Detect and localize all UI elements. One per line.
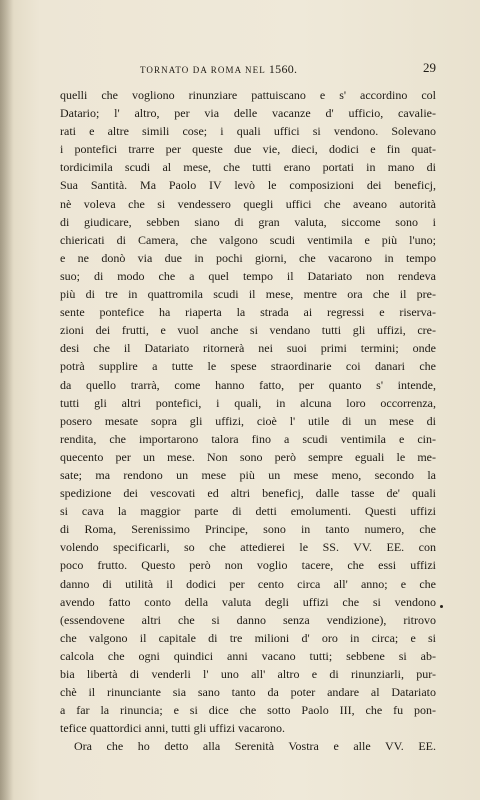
text-line-25: di Roma, Serenissimo Principe, sono in tanto numero, che (60, 522, 436, 537)
text-line-17: da quello trarrà, come hanno fatto, per quanto s' intende, (60, 377, 436, 392)
running-title (140, 62, 297, 77)
text-line-3: rati e altre simili cose; i quali uffici si vendono. Solevano (60, 124, 436, 139)
text-line-9: chiericati di Camera, che valgono scudi ventimila e più l'uno; (60, 232, 436, 247)
running-year: 1560. (268, 62, 298, 76)
text-line-37: Ora che ho detto alla Serenità Vostra e alle VV. EE. (74, 739, 436, 754)
text-line-4: i pontefici trarre per queste due vie, dieci, dodici e fin quat- (60, 142, 436, 157)
text-line-29: avendo fatto conto della valuta degli uffizi che si vendono (60, 594, 436, 609)
text-line-34: chè il rinunciante sia sano tanto da poter andare al Datariato (60, 685, 436, 700)
text-line-5: tordicimila scudi al mese, che tutti erano portati in mano di (60, 160, 436, 175)
running-head (60, 60, 436, 76)
body-text (60, 86, 436, 755)
margin-dot (440, 605, 443, 608)
text-line-7: nè voleva che si vendessero quegli uffici che aveano autorità (60, 196, 436, 211)
text-line-22: sate; ma rendono un mese più un mese meno, secondo la (60, 467, 436, 482)
text-line-1: quelli che vogliono rinunziare pattuiscano e s' accordino col (60, 88, 436, 102)
text-line-26: volendo specificarli, so che attedierei le SS. VV. EE. con (60, 540, 436, 555)
text-line-10: e ne donò via due in pochi giorni, che vacarono in tempo (60, 250, 436, 265)
page-number: 29 (423, 60, 436, 75)
text-line-23: spedizione dei vescovati ed altri beneficj, dalle tasse de' quali (60, 486, 436, 501)
text-line-27: poco frutto. Questo però non voglio tacere, che essi uffizi (60, 558, 436, 573)
text-line-32: calcola che ogni quindici anni vacano tutti; sebbene si ab- (60, 648, 436, 663)
text-line-20: rendita, che importarono talora fino a scudi ventimila e cin- (60, 431, 436, 446)
text-line-15: desi che il Datariato ritornerà nei suoi primi termini; onde (60, 341, 436, 356)
text-line-36: tefice quattordici anni, tutti gli uffizi vacarono. (60, 721, 286, 736)
text-line-33: bia libertà di venderli l' uno all' altro e di rinunziarli, pur- (60, 667, 436, 681)
text-line-30: (essendovene altri che si danno senza vendizione), ritrovo (60, 612, 436, 627)
text-line-24: si cava la maggior parte di detti emolumenti. Questi uffizi (60, 504, 436, 519)
text-line-18: tutti gli altri pontefici, i quali, in alcuna loro occorrenza, (60, 395, 436, 410)
gutter-shadow (0, 0, 14, 800)
text-line-19: posero mesate sopra gli uffizi, cioè l' utile di un mese di (60, 413, 436, 428)
text-line-14: zioni dei frutti, e vuol anche si vendano tutti gli uffizi, cre- (60, 323, 436, 338)
text-line-35: a far la rinuncia; e si dice che sotto Paolo III, che fu pon- (60, 703, 436, 718)
text-line-11: suo; di modo che a quel tempo il Datariato non rendeva (60, 268, 436, 283)
text-line-8: di giudicare, sebben siano di gran valuta, siccome sono i (60, 214, 436, 229)
text-line-2: Datario; l' altro, per via delle vacanze d' ufficio, cavalie- (60, 106, 436, 121)
text-line-12: più di tre in quattromila scudi il mese, mentre ora che il pre- (60, 287, 436, 302)
text-line-31: che valgono il capitale di tre milioni d' oro in circa; e si (60, 630, 436, 645)
text-line-21: quecento per un mese. Non sono però sempre eguali le me- (60, 449, 436, 464)
text-line-6: Sua Santità. Ma Paolo IV levò le composizioni dei beneficj, (60, 178, 436, 193)
text-line-13: sente pontefice ha riaperta la strada ai regressi e riserva- (60, 305, 436, 320)
running-title-text: TORNATO DA ROMA NEL (140, 65, 269, 75)
text-line-28: danno di utilità il dodici per cento circa all' anno; e che (60, 576, 436, 591)
text-line-16: potrà supplire a tutte le spese straordinarie coi danari che (60, 359, 436, 374)
